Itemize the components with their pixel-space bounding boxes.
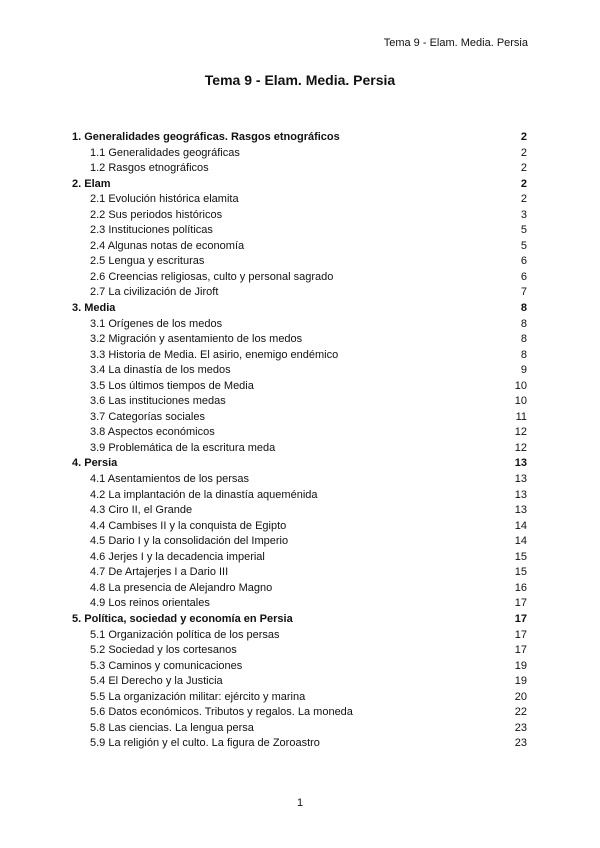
toc-subsection-entry[interactable] bbox=[72, 270, 527, 286]
toc-entry-label: 4.7 De Artajerjes I a Dario III bbox=[90, 566, 229, 579]
toc-entry-label: 4.8 La presencia de Alejandro Magno bbox=[90, 581, 273, 594]
toc-subsection-entry[interactable] bbox=[72, 363, 527, 379]
toc-entry-label: 5.5 La organización militar: ejército y marina bbox=[90, 690, 306, 703]
toc-entry-page: 15 bbox=[514, 566, 527, 579]
toc-entry-page: 17 bbox=[514, 628, 527, 641]
toc-subsection-entry[interactable] bbox=[72, 519, 527, 535]
toc-subsection-entry[interactable] bbox=[72, 239, 527, 255]
toc-subsection-entry[interactable] bbox=[72, 674, 527, 690]
toc-subsection-entry[interactable] bbox=[72, 550, 527, 566]
toc-entry-label: 2.6 Creencias religiosas, culto y personal sagrado bbox=[90, 270, 334, 283]
toc-entry-page: 12 bbox=[514, 441, 527, 454]
toc-entry-label: 4.1 Asentamientos de los persas bbox=[90, 473, 249, 486]
toc-entry-page: 16 bbox=[514, 581, 527, 594]
toc-entry-label: 5.1 Organización política de los persas bbox=[90, 628, 280, 641]
toc-entry-page: 17 bbox=[514, 597, 527, 610]
toc-entry-page: 14 bbox=[514, 535, 527, 548]
toc-entry-label: 5.4 El Derecho y la Justicia bbox=[90, 675, 223, 688]
toc-subsection-entry[interactable] bbox=[72, 534, 527, 550]
toc-entry-page: 23 bbox=[514, 721, 527, 734]
toc-entry-label: 5.2 Sociedad y los cortesanos bbox=[90, 644, 237, 657]
toc-subsection-entry[interactable] bbox=[72, 690, 527, 706]
toc-subsection-entry[interactable] bbox=[72, 208, 527, 224]
running-header: Tema 9 - Elam. Media. Persia bbox=[383, 37, 528, 49]
toc-entry-page: 8 bbox=[520, 333, 527, 346]
toc-entry-label: 2.7 La civilización de Jiroft bbox=[90, 286, 219, 299]
toc-subsection-entry[interactable] bbox=[72, 254, 527, 270]
toc-subsection-entry[interactable] bbox=[72, 565, 527, 581]
toc-subsection-entry[interactable] bbox=[72, 285, 527, 301]
toc-entry-page: 3 bbox=[520, 208, 527, 221]
toc-entry-page: 8 bbox=[520, 317, 527, 330]
toc-entry-page: 23 bbox=[514, 737, 527, 750]
toc-section-entry[interactable] bbox=[72, 301, 527, 317]
toc-subsection-entry[interactable] bbox=[72, 146, 527, 162]
toc-entry-page: 17 bbox=[514, 644, 527, 657]
toc-entry-label: 1.1 Generalidades geográficas bbox=[90, 146, 240, 159]
toc-subsection-entry[interactable] bbox=[72, 736, 527, 752]
toc-entry-page: 6 bbox=[520, 255, 527, 268]
toc-subsection-entry[interactable] bbox=[72, 488, 527, 504]
toc-subsection-entry[interactable] bbox=[72, 425, 527, 441]
toc-entry-page: 11 bbox=[515, 410, 527, 423]
toc-subsection-entry[interactable] bbox=[72, 643, 527, 659]
toc-entry-page: 13 bbox=[514, 488, 527, 501]
toc-subsection-entry[interactable] bbox=[72, 721, 527, 737]
toc-entry-label: 3.5 Los últimos tiempos de Media bbox=[90, 379, 254, 392]
toc-entry-label: 4.6 Jerjes I y la decadencia imperial bbox=[90, 550, 265, 563]
toc-subsection-entry[interactable] bbox=[72, 596, 527, 612]
toc-entry-page: 13 bbox=[514, 457, 527, 470]
toc-entry-page: 2 bbox=[520, 146, 527, 159]
toc-entry-page: 14 bbox=[514, 519, 527, 532]
toc-entry-label: 3.1 Orígenes de los medos bbox=[90, 317, 223, 330]
toc-entry-label: 3.8 Aspectos económicos bbox=[90, 426, 215, 439]
toc-entry-label: 2.4 Algunas notas de economía bbox=[90, 239, 245, 252]
toc-entry-label: 4.3 Ciro II, el Grande bbox=[90, 504, 193, 517]
toc-subsection-entry[interactable] bbox=[72, 503, 527, 519]
toc-entry-page: 19 bbox=[514, 659, 527, 672]
toc-subsection-entry[interactable] bbox=[72, 581, 527, 597]
toc-entry-page: 9 bbox=[520, 364, 527, 377]
document-title: Tema 9 - Elam. Media. Persia bbox=[204, 72, 396, 88]
toc-entry-page: 8 bbox=[520, 348, 527, 361]
toc-entry-page: 19 bbox=[514, 675, 527, 688]
toc-entry-page: 22 bbox=[514, 706, 527, 719]
toc-entry-page: 2 bbox=[520, 131, 527, 143]
toc-entry-page: 2 bbox=[520, 193, 527, 206]
toc-entry-label: 5.8 Las ciencias. La lengua persa bbox=[90, 721, 254, 734]
toc-entry-label: 2. Elam bbox=[72, 177, 111, 190]
toc-subsection-entry[interactable] bbox=[72, 332, 527, 348]
toc-entry-page: 17 bbox=[514, 612, 527, 625]
toc-entry-label: 3.4 La dinastía de los medos bbox=[90, 364, 231, 377]
toc-section-entry[interactable] bbox=[72, 130, 527, 146]
toc-entry-page: 6 bbox=[520, 270, 527, 283]
toc-subsection-entry[interactable] bbox=[72, 472, 527, 488]
toc-entry-page: 20 bbox=[514, 690, 527, 703]
toc-section-entry[interactable] bbox=[72, 612, 527, 628]
toc-entry-label: 2.2 Sus periodos históricos bbox=[90, 208, 223, 221]
toc-entry-label: 2.1 Evolución histórica elamita bbox=[90, 193, 239, 206]
toc-entry-page: 5 bbox=[520, 239, 527, 252]
toc-subsection-entry[interactable] bbox=[72, 628, 527, 644]
toc-subsection-entry[interactable] bbox=[72, 317, 527, 333]
toc-entry-label: 5. Política, sociedad y economía en Persia bbox=[72, 612, 293, 625]
toc-entry-label: 3.9 Problemática de la escritura meda bbox=[90, 441, 276, 454]
toc-entry-page: 13 bbox=[514, 504, 527, 517]
toc-entry-page: 13 bbox=[514, 473, 527, 486]
toc-entry-page: 2 bbox=[520, 162, 527, 175]
table-of-contents bbox=[72, 130, 527, 752]
toc-entry-label: 1.2 Rasgos etnográficos bbox=[90, 162, 209, 175]
toc-entry-label: 5.3 Caminos y comunicaciones bbox=[90, 659, 243, 672]
toc-entry-label: 4.9 Los reinos orientales bbox=[90, 597, 210, 610]
toc-subsection-entry[interactable] bbox=[72, 705, 527, 721]
toc-entry-label: 4.2 La implantación de la dinastía aqueménida bbox=[90, 488, 318, 501]
toc-entry-page: 12 bbox=[514, 426, 527, 439]
toc-entry-label: 1. Generalidades geográficas. Rasgos etnográficos bbox=[72, 131, 340, 143]
toc-entry-page: 2 bbox=[520, 177, 527, 190]
toc-entry-page: 10 bbox=[514, 379, 527, 392]
toc-entry-page: 8 bbox=[520, 302, 527, 315]
toc-entry-label: 4.4 Cambises II y la conquista de Egipto bbox=[90, 519, 287, 532]
toc-subsection-entry[interactable] bbox=[72, 441, 527, 457]
toc-entry-label: 2.3 Instituciones políticas bbox=[90, 224, 213, 237]
toc-entry-page: 5 bbox=[520, 224, 527, 237]
toc-entry-label: 2.5 Lengua y escrituras bbox=[90, 255, 205, 268]
toc-entry-page: 15 bbox=[514, 550, 527, 563]
page-number: 1 bbox=[296, 797, 304, 809]
toc-entry-page: 10 bbox=[514, 395, 527, 408]
toc-subsection-entry[interactable] bbox=[72, 394, 527, 410]
toc-subsection-entry[interactable] bbox=[72, 659, 527, 675]
toc-subsection-entry[interactable] bbox=[72, 379, 527, 395]
toc-entry-label: 5.9 La religión y el culto. La figura de Zoroastro bbox=[90, 737, 320, 750]
toc-subsection-entry[interactable] bbox=[72, 223, 527, 239]
toc-section-entry[interactable] bbox=[72, 456, 527, 472]
toc-entry-label: 3.2 Migración y asentamiento de los medos bbox=[90, 333, 303, 346]
toc-subsection-entry[interactable] bbox=[72, 410, 527, 426]
toc-entry-label: 4. Persia bbox=[72, 457, 118, 470]
toc-entry-page: 7 bbox=[520, 286, 527, 299]
toc-entry-label: 4.5 Dario I y la consolidación del Imperio bbox=[90, 535, 289, 548]
toc-entry-label: 5.6 Datos económicos. Tributos y regalos. La moneda bbox=[90, 706, 353, 719]
toc-entry-label: 3.3 Historia de Media. El asirio, enemigo endémico bbox=[90, 348, 339, 361]
toc-entry-label: 3.6 Las instituciones medas bbox=[90, 395, 226, 408]
toc-subsection-entry[interactable] bbox=[72, 161, 527, 177]
toc-subsection-entry[interactable] bbox=[72, 348, 527, 364]
toc-subsection-entry[interactable] bbox=[72, 192, 527, 208]
toc-entry-label: 3.7 Categorías sociales bbox=[90, 410, 205, 423]
toc-entry-label: 3. Media bbox=[72, 302, 116, 315]
toc-section-entry[interactable] bbox=[72, 177, 527, 193]
